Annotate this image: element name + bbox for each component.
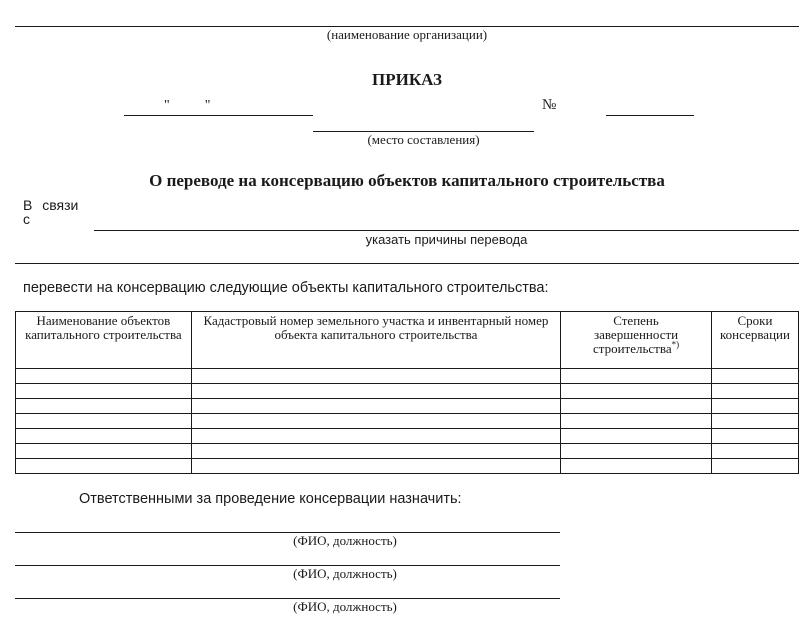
signature-caption: (ФИО, должность) [293, 533, 397, 548]
order-subject: О переводе на консервацию объектов капитального строительства [149, 171, 665, 190]
responsible-text: Ответственными за проведение консервации назначить: [79, 491, 462, 507]
signature-caption: (ФИО, должность) [293, 599, 397, 614]
table-cell[interactable] [191, 369, 560, 384]
table-row [16, 459, 799, 474]
table-row [16, 369, 799, 384]
header-conservation-terms: Сроки консервации [712, 312, 799, 369]
table-cell[interactable] [16, 399, 192, 414]
table-cell[interactable] [712, 399, 799, 414]
table-row [16, 444, 799, 459]
table-cell[interactable] [561, 429, 712, 444]
table-cell[interactable] [16, 369, 192, 384]
table-header-row [16, 312, 799, 369]
table-cell[interactable] [16, 444, 192, 459]
table-row [16, 429, 799, 444]
reason-caption: указать причины перевода [365, 232, 528, 247]
table-cell[interactable] [191, 399, 560, 414]
table-cell[interactable] [191, 414, 560, 429]
table-cell[interactable] [16, 384, 192, 399]
objects-table [15, 311, 799, 474]
table-cell[interactable] [561, 414, 712, 429]
table-cell[interactable] [191, 459, 560, 474]
transfer-text: перевести на консервацию следующие объекты капитального строительства: [23, 280, 549, 296]
table-cell[interactable] [561, 384, 712, 399]
table-cell[interactable] [712, 444, 799, 459]
page-title: ПРИКАЗ [372, 70, 442, 89]
table-cell[interactable] [16, 429, 192, 444]
header-object-name: Наименование объектов капитального строительства [16, 312, 192, 369]
table-cell[interactable] [712, 384, 799, 399]
table-cell[interactable] [16, 414, 192, 429]
table-cell[interactable] [712, 414, 799, 429]
table-cell[interactable] [191, 444, 560, 459]
table-cell[interactable] [712, 459, 799, 474]
header-cadastral-number: Кадастровый номер земельного участка и инвентарный номер объекта капитального строительства [191, 312, 560, 369]
date-line[interactable] [124, 115, 313, 116]
table-cell[interactable] [561, 399, 712, 414]
reason-line[interactable] [94, 230, 799, 231]
number-sign: № [542, 97, 557, 113]
table-cell[interactable] [561, 444, 712, 459]
header-completion-degree: Степень завершенности строительства*) [561, 312, 712, 369]
table-cell[interactable] [712, 429, 799, 444]
table-cell[interactable] [712, 369, 799, 384]
table-cell[interactable] [561, 459, 712, 474]
table-row [16, 384, 799, 399]
table-cell[interactable] [191, 429, 560, 444]
signature-caption: (ФИО, должность) [293, 566, 397, 581]
footnote-mark: *) [671, 339, 680, 350]
table-cell[interactable] [16, 459, 192, 474]
table-row [16, 414, 799, 429]
table-cell[interactable] [561, 369, 712, 384]
organization-caption: (наименование организации) [326, 27, 488, 42]
place-caption: (место составления) [367, 132, 480, 147]
number-line[interactable] [606, 115, 694, 116]
table-cell[interactable] [191, 384, 560, 399]
reason-continuation-line[interactable] [15, 263, 799, 264]
reason-prefix: В связи с [23, 197, 79, 227]
date-quotes: " " [164, 98, 211, 113]
table-row [16, 399, 799, 414]
